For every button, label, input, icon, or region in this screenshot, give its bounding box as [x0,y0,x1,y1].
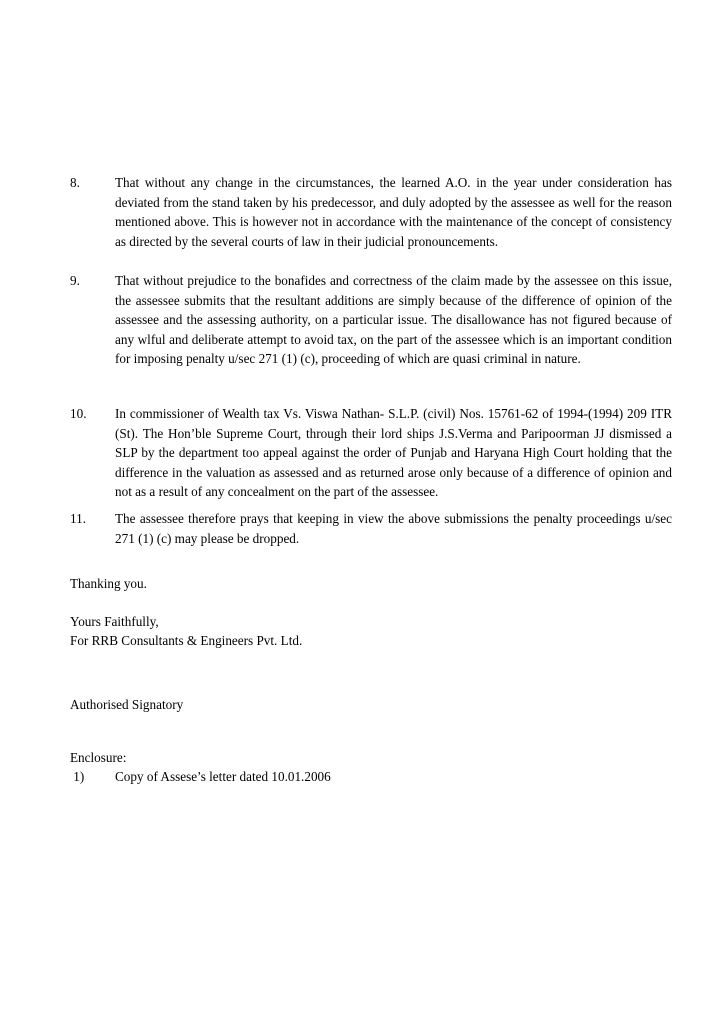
paragraph-8 [70,173,672,251]
paragraph-10 [70,404,672,502]
paragraph-11 [70,509,672,548]
paragraph-text: That without any change in the circumstances, the learned A.O. in the year under consideration has deviated from the stand taken by his predecessor, and duly adopted by the assessee as well for the reason mentioned above. This is however not in accordance with the maintenance of the concept of consistency as directed by the several courts of law in their judicial pronouncements. [115,175,672,249]
paragraph-number: 9. [70,273,80,288]
enclosure-item-number: 1) [70,769,85,784]
enclosure-item [70,767,331,787]
paragraph-number: 8. [70,175,80,190]
salutation-line: Yours Faithfully, [70,614,159,629]
thanks-line: Thanking you. [70,576,147,591]
company-line: For RRB Consultants & Engineers Pvt. Ltd. [70,633,303,648]
enclosure-heading: Enclosure: [70,750,127,765]
enclosure-item-text: Copy of Assese’s letter dated 10.01.2006 [115,769,331,784]
paragraph-number: 11. [70,511,86,526]
signatory-line: Authorised Signatory [70,697,184,712]
paragraph-text: In commissioner of Wealth tax Vs. Viswa Nathan- S.L.P. (civil) Nos. 15761-62 of 1994-(1994) 209 ITR (St). The Hon’ble Supreme Court, through their lord ships J.S.Verma and Paripoorman JJ dismissed a SLP by the department too appeal against the order of Punjab and Haryana High Court holding that the difference in the valuation as assessed and as returned arose only because of a difference of opinion and not as a result of any concealment on the part of the assessee. [115,406,672,499]
paragraph-text: The assessee therefore prays that keeping in view the above submissions the penalty proceedings u/sec 271 (1) (c) may please be dropped. [115,511,672,546]
paragraph-text: That without prejudice to the bonafides and correctness of the claim made by the assessee on this issue, the assessee submits that the resultant additions are simply because of the difference of opinion of the assessee and the assessing authority, on a particular issue. The disallowance has not figured because of any wlful and deliberate attempt to avoid tax, on the part of the assessee which is an important condition for imposing penalty u/sec 271 (1) (c), proceeding of which are quasi criminal in nature. [115,273,672,366]
paragraph-9 [70,271,672,369]
paragraph-number: 10. [70,406,87,421]
